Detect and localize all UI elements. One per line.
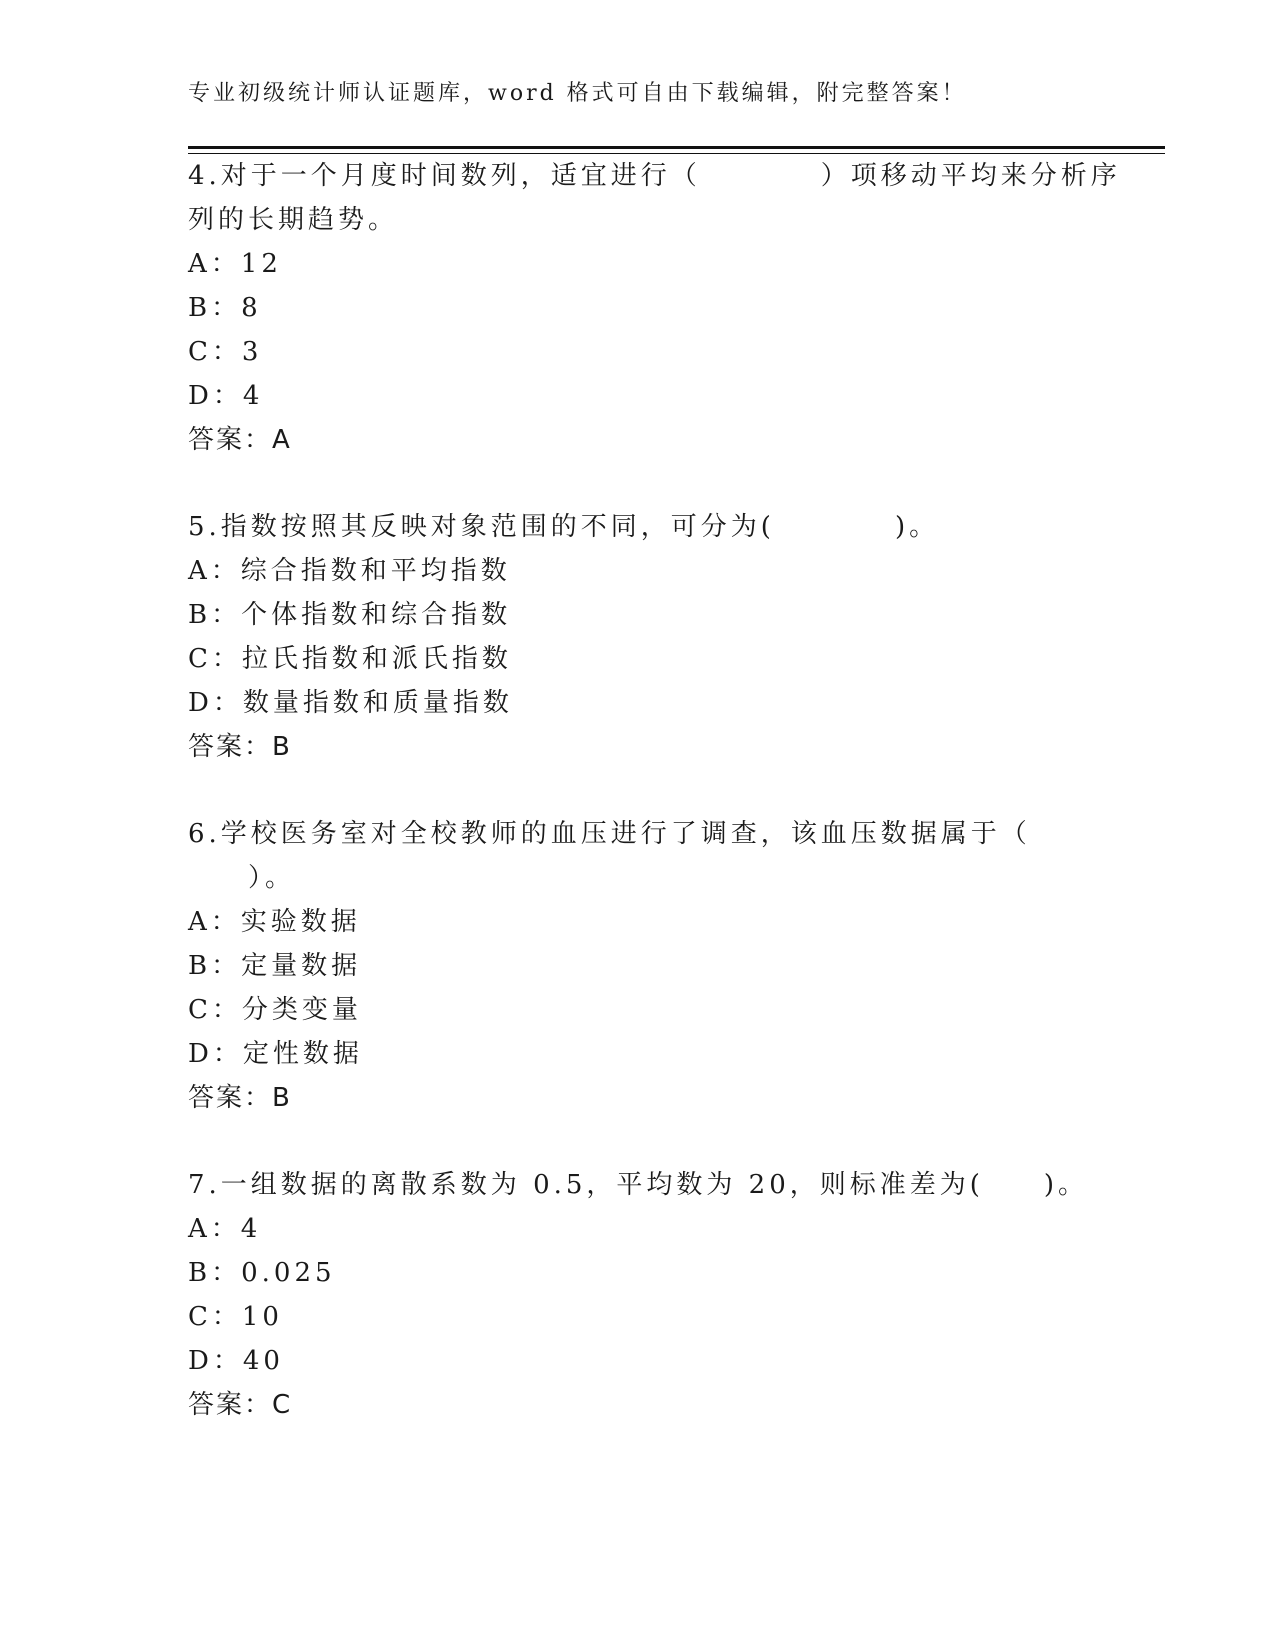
question-5-stem-line1: 5.指数按照其反映对象范围的不同，可分为( )。 — [188, 512, 940, 542]
question-4-stem-line1: 4.对于一个月度时间数列，适宜进行（ ）项移动平均来分析序 — [188, 161, 1121, 191]
question-6-option-b: B：定量数据 — [188, 951, 362, 981]
question-7-option-a: A：4 — [188, 1214, 262, 1244]
question-6-option-a: A：实验数据 — [188, 907, 361, 937]
question-6-stem-line2: ）。 — [188, 863, 296, 893]
question-6-answer: 答案：B — [188, 1083, 292, 1113]
question-5-option-a: A：综合指数和平均指数 — [188, 556, 511, 586]
question-7-answer: 答案：C — [188, 1390, 293, 1420]
question-5-option-b: B：个体指数和综合指数 — [188, 600, 512, 630]
header-rule-thick — [188, 146, 1165, 149]
question-4-option-a: A：12 — [188, 249, 282, 279]
question-6-option-d: D：定性数据 — [188, 1039, 363, 1069]
question-7-option-b: B：0.025 — [188, 1258, 336, 1288]
question-4-option-d: D：4 — [188, 381, 264, 411]
question-7-option-c: C：10 — [188, 1302, 283, 1332]
question-4-option-b: B：8 — [188, 293, 262, 323]
question-5-answer: 答案：B — [188, 732, 292, 762]
question-5-option-d: D：数量指数和质量指数 — [188, 688, 513, 718]
question-7-option-d: D：40 — [188, 1346, 284, 1376]
question-4-answer: 答案：A — [188, 425, 292, 455]
question-4-stem-line2: 列的长期趋势。 — [188, 205, 399, 235]
question-6-option-c: C：分类变量 — [188, 995, 362, 1025]
question-5-option-c: C：拉氏指数和派氏指数 — [188, 644, 512, 674]
document-header: 专业初级统计师认证题库，word 格式可自由下载编辑，附完整答案！ — [188, 81, 967, 106]
question-4-option-c: C：3 — [188, 337, 263, 367]
question-7-stem-line1: 7.一组数据的离散系数为 0.5，平均数为 20，则标准差为( )。 — [188, 1170, 1089, 1200]
header-rule-thin — [188, 153, 1165, 154]
question-6-stem-line1: 6.学校医务室对全校教师的血压进行了调查，该血压数据属于（ — [188, 819, 1031, 849]
